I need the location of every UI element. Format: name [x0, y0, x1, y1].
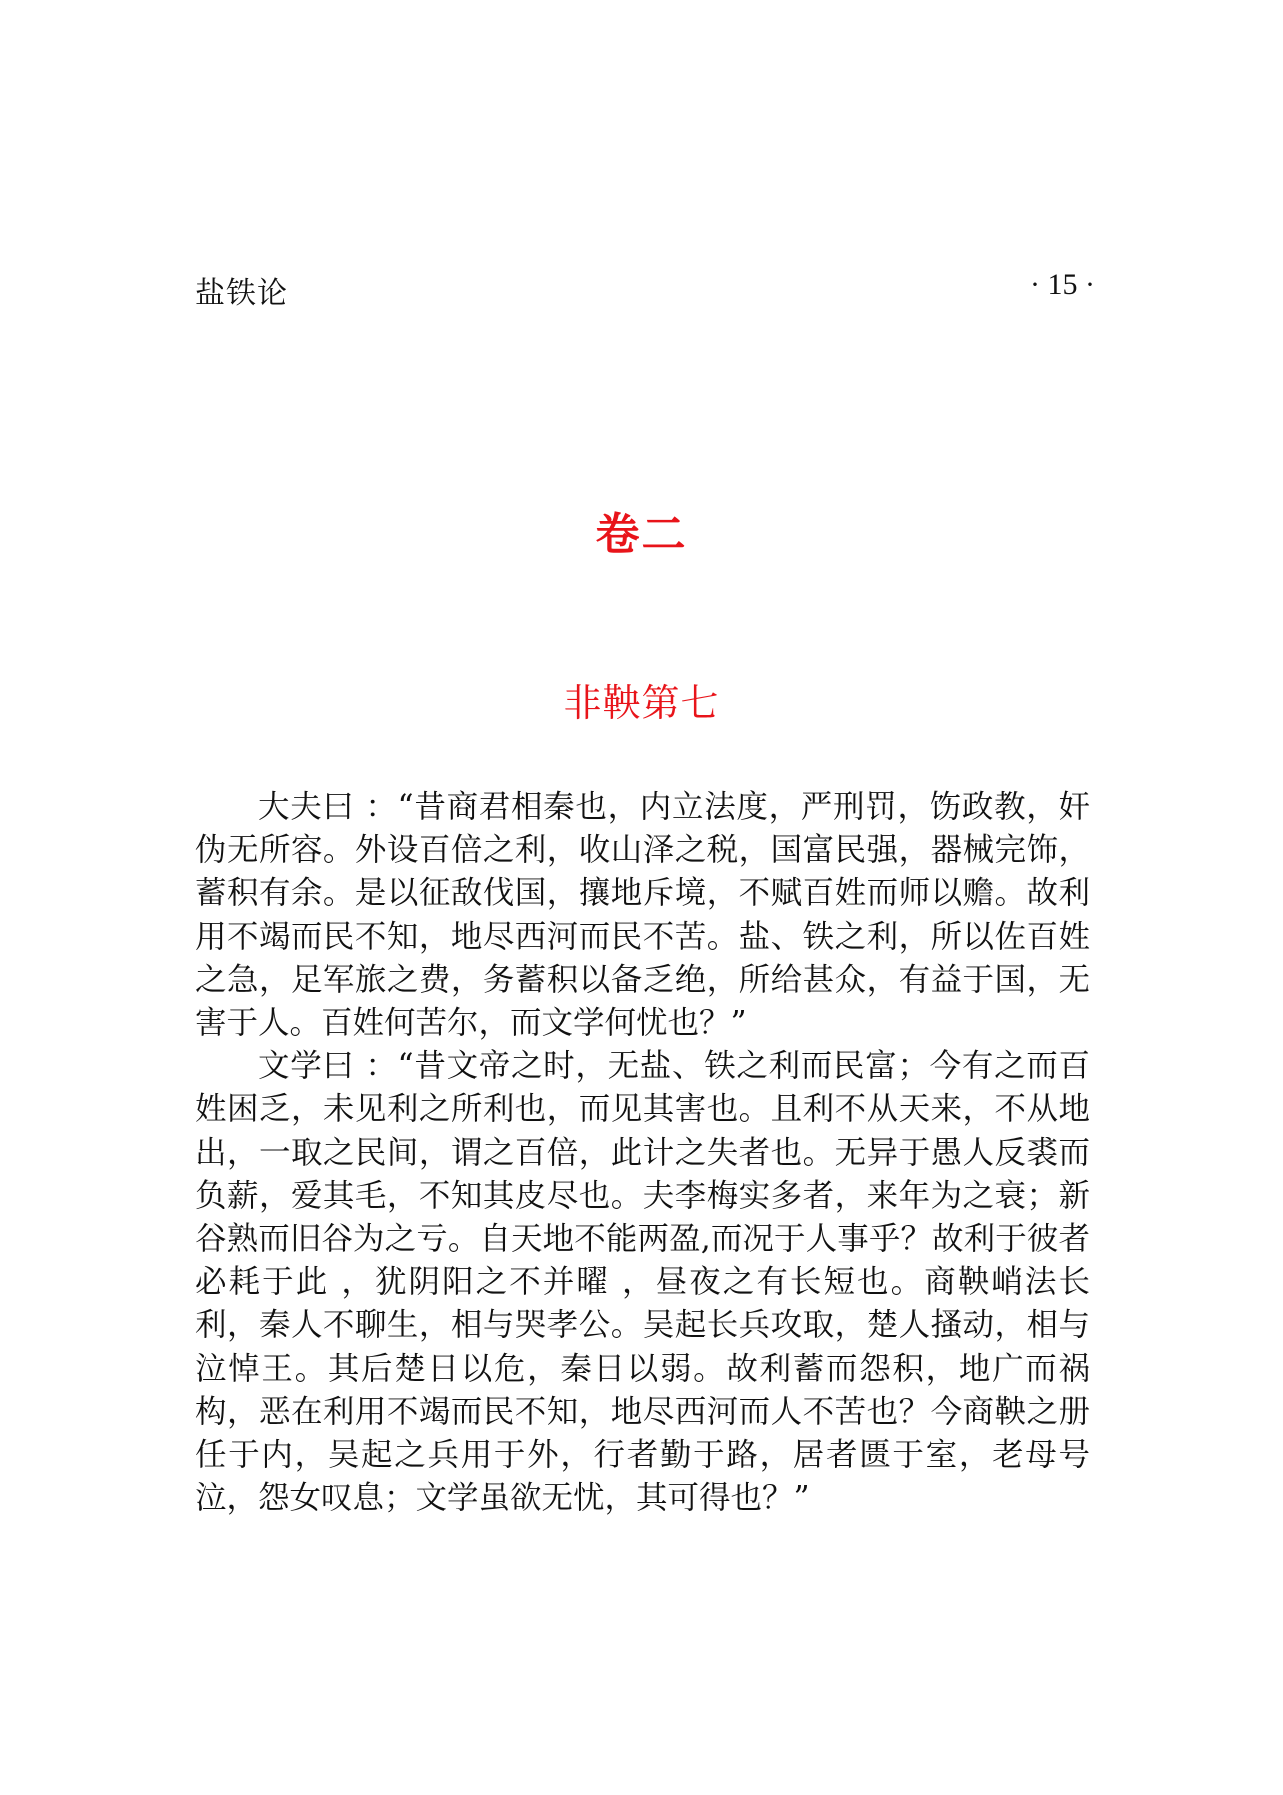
paragraph-wenxue: 文学曰 ：“昔文帝之时，无盐、铁之利而民富；今有之而百姓困乏，未见利之所利也，而见其害也。且利不从天来，不从地出，一取之民间，谓之百倍，此计之失者也。无异于愚人反裘而负薪，爱其毛，不知其皮尽也。夫李梅实多者，来年为之衰；新谷熟而旧谷为之亏。自天地不能两盈,而况于人事乎？故利于彼者必耗于此 ，犹阴阳之不并曜 ，昼夜之有长短也。商鞅峭法长利，秦人不聊生，相与哭孝公。吴起长兵攻取，楚人搔动，相与泣悼王。其后楚日以危，秦日以弱。故利蓄而怨积，地广而祸构，恶在利用不竭而民不知，地尽西河而人不苦也？今商鞅之册任于内，吴起之兵用于外，行者勤于路，居者匮于室，老母号泣，怨女叹息；文学虽欲无忧，其可得也？” — [195, 1048, 1090, 1517]
chapter-title: 非鞅第七 — [563, 681, 720, 725]
running-header — [195, 268, 1095, 311]
volume-title: 卷二 — [595, 509, 688, 560]
book-title: 盐铁论 — [195, 276, 288, 311]
body-text — [195, 786, 1090, 1520]
paragraph-dafu: 大夫曰 ：“昔商君相秦也，内立法度，严刑罚，饬政教，奸伪无所容。外设百倍之利，收山泽之税，国富民强，器械完饰，蓄积有余。是以征敌伐国，攘地斥境，不赋百姓而师以赡。故利用不竭而民不知，地尽西河而民不苦。盐、铁之利，所以佐百姓之急，足军旅之费，务蓄积以备乏绝，所给甚众，有益于国，无害于人。百姓何苦尔，而文学何忧也？” — [195, 789, 1090, 1042]
page-number: · 15 · — [1030, 268, 1095, 301]
